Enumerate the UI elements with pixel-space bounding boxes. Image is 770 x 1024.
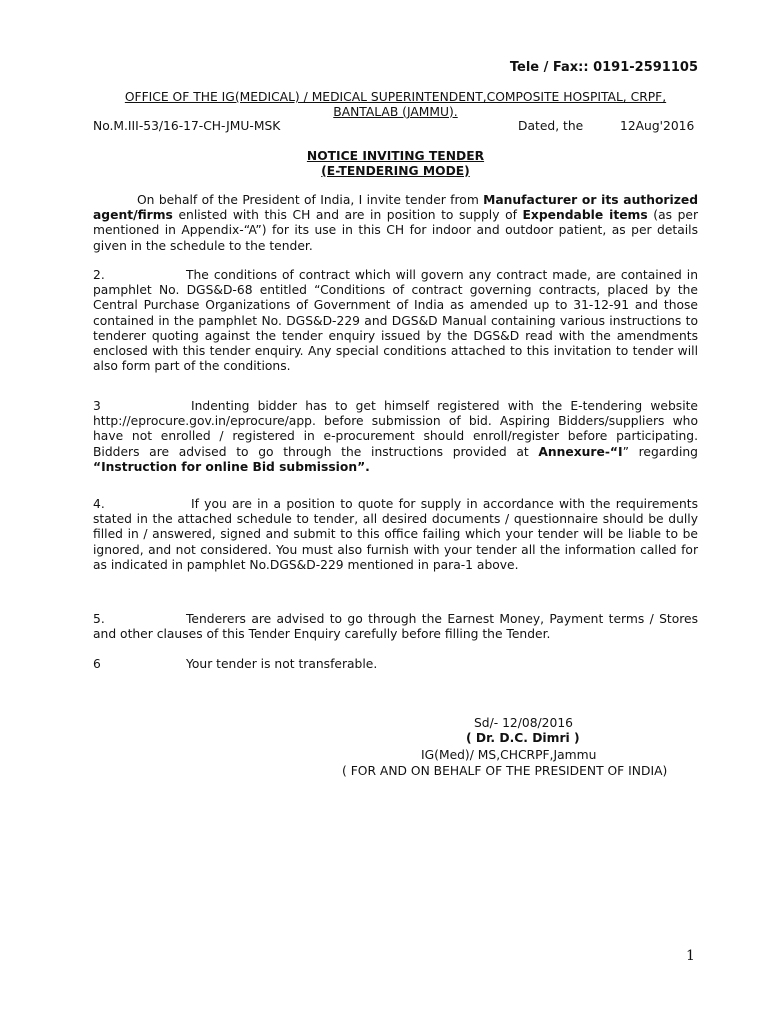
paragraph-6-number: 6 (93, 657, 101, 671)
dated-label: Dated, the (518, 119, 584, 133)
signatory-behalf: ( FOR AND ON BEHALF OF THE PRESIDENT OF INDIA) (342, 764, 668, 778)
paragraph-1-text-b: enlisted with this CH and are in position to supply of (172, 208, 523, 223)
contact-number: Tele / Fax:: 0191-2591105 (509, 60, 698, 75)
reference-number: No.M.III-53/16-17-CH-JMU-MSK (93, 119, 281, 133)
notice-title: NOTICE INVITING TENDER (306, 149, 485, 163)
paragraph-3-text-b: ” regarding (622, 444, 698, 459)
paragraph-6 (93, 657, 698, 672)
paragraph-3-number: 3 (93, 399, 101, 413)
paragraph-3-text-a: Indenting bidder has to get himself registered with the E-tendering website http://eprocure.gov.in/eprocure/app. before submission of bid. Aspiring Bidders/suppliers who have not enrolled / registered in e-procurement should enroll/register before participating. Bidders are advised to go through the instructions provided at (93, 399, 698, 459)
office-line-1: OFFICE OF THE IG(MEDICAL) / MEDICAL SUPERINTENDENT,COMPOSITE HOSPITAL, CRPF, (124, 90, 667, 104)
signature-date: Sd/- 12/08/2016 (474, 716, 573, 730)
paragraph-3-bold-a: Annexure-“I (538, 444, 623, 459)
paragraph-1-text-a: On behalf of the President of India, I invite tender from (137, 193, 484, 207)
paragraph-1-bold-a: Manufacturer or its authorized agent/firms (93, 193, 698, 223)
dated-value: 12Aug'2016 (620, 119, 695, 133)
paragraph-6-text: Your tender is not transferable. (186, 657, 378, 671)
paragraph-1-text-c: (as per mentioned in Appendix-“A”) for its use in this CH for indoor and outdoor patient, as per details given in the schedule to the tender. (93, 208, 699, 253)
paragraph-2-text: The conditions of contract which will govern any contract made, are contained in pamphlet No. DGS&D-68 entitled “Conditions of contract governing contracts, placed by the Central Purchase Organizations of Government of India as amended up to 31-12-91 and those contained in the pamphlet No. DGS&D-229 and DGS&D Manual containing various instructions to tenderer quoting against the tender enquiry issued by the DGS&D read with the amendments enclosed with this tender enquiry. Any special conditions attached to this invitation to tender will also form part of the conditions. (93, 268, 698, 374)
office-address (93, 90, 698, 120)
paragraph-4 (93, 497, 698, 573)
office-line-2: BANTALAB (JAMMU). (333, 105, 458, 119)
paragraph-4-text: If you are in a position to quote for supply in accordance with the requirements stated in the attached schedule to tender, all desired documents / questionnaire should be dully filled in / answered, signed and submit to this office failing which your tender will be liable to be ignored, and not considered. You must also furnish with your tender all the information called for as indicated in pamphlet No.DGS&D-229 mentioned in para-1 above. (93, 497, 698, 572)
paragraph-5-text: Tenderers are advised to go through the Earnest Money, Payment terms / Stores and other clauses of this Tender Enquiry carefully before filling the Tender. (93, 612, 698, 642)
paragraph-1 (93, 193, 698, 254)
paragraph-2 (93, 268, 698, 374)
paragraph-3-bold-b: “Instruction for online Bid submission”. (93, 459, 370, 474)
notice-subtitle: (E-TENDERING MODE) (321, 164, 470, 178)
paragraph-3 (93, 399, 698, 475)
page-number: 1 (686, 948, 695, 964)
signatory-designation: IG(Med)/ MS,CHCRPF,Jammu (421, 748, 597, 762)
paragraph-1-bold-b: Expendable items (522, 208, 648, 223)
paragraph-5 (93, 612, 698, 642)
paragraph-5-number: 5. (93, 612, 105, 626)
paragraph-4-number: 4. (93, 497, 105, 511)
paragraph-2-number: 2. (93, 268, 105, 282)
signatory-name: ( Dr. D.C. Dimri ) (466, 731, 580, 745)
